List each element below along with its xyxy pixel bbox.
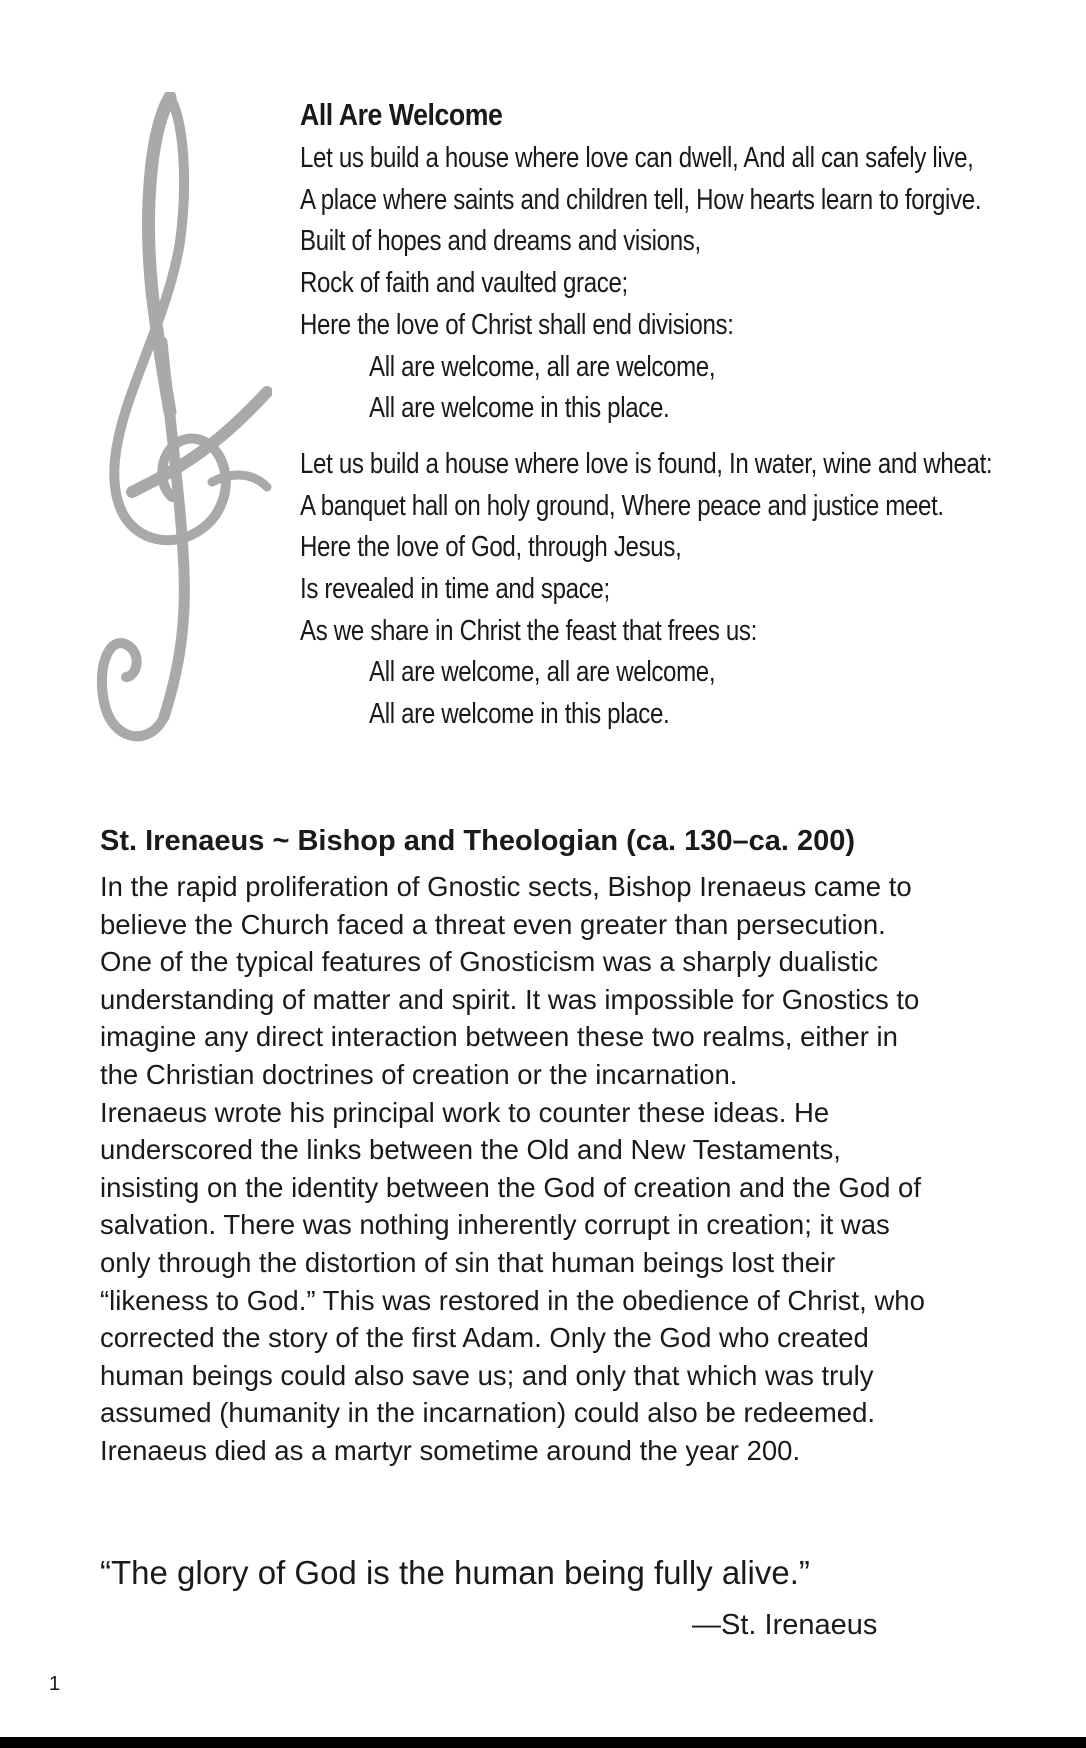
bio-line: salvation. There was nothing inherently corrupt in creation; it was (100, 1209, 890, 1241)
bio-line: underscored the links between the Old and New Testaments, (100, 1134, 841, 1166)
bio-line: understanding of matter and spirit. It was impossible for Gnostics to (100, 983, 920, 1015)
hymn-verse-2 (300, 444, 1060, 736)
treble-clef-icon (92, 92, 272, 742)
hymn-verse-1 (300, 138, 1060, 430)
hymn-refrain-line: All are welcome in this place. (369, 392, 670, 425)
hymn-line: Here the love of Christ shall end divisions: (300, 308, 734, 341)
bio-line: only through the distortion of sin that human beings lost their (100, 1246, 836, 1278)
bottom-rule (0, 1737, 1086, 1748)
hymn-line: A place where saints and children tell, How hearts learn to forgive. (300, 183, 982, 216)
bio-line: Irenaeus wrote his principal work to counter these ideas. He (100, 1096, 830, 1128)
bio-line: corrected the story of the first Adam. Only the God who created (100, 1322, 869, 1354)
bio-title: St. Irenaeus ~ Bishop and Theologian (ca. 130–ca. 200) (100, 825, 856, 857)
bio-line: imagine any direct interaction between these two realms, either in (100, 1021, 898, 1053)
hymn-line: Let us build a house where love can dwell, And all can safely live, (300, 142, 974, 174)
hymn-line: Let us build a house where love is found, In water, wine and wheat: (300, 447, 993, 480)
saint-biography (100, 820, 1060, 1470)
hymn-title: All Are Welcome (300, 97, 503, 132)
quote-text: “The glory of God is the human being fully alive.” (100, 1554, 810, 1591)
bio-line: the Christian doctrines of creation or the incarnation. (100, 1058, 738, 1090)
bio-body (100, 868, 1060, 1470)
hymn-line: Here the love of God, through Jesus, (300, 531, 682, 564)
page-number: 1 (49, 1673, 61, 1695)
bio-line: Irenaeus died as a martyr sometime around the year 200. (100, 1434, 801, 1466)
hymn-refrain-line: All are welcome, all are welcome, (369, 350, 716, 383)
bio-line: believe the Church faced a threat even greater than persecution. (100, 908, 886, 940)
hymn-refrain-line: All are welcome, all are welcome, (369, 656, 716, 689)
hymn-line: As we share in Christ the feast that frees us: (300, 614, 757, 647)
bio-line: human beings could also save us; and only that which was truly (100, 1359, 874, 1391)
hymn-line: Is revealed in time and space; (300, 573, 610, 606)
quote-attribution: —St. Irenaeus (692, 1609, 878, 1641)
bio-line: insisting on the identity between the God of creation and the God of (100, 1171, 921, 1203)
bio-line: assumed (humanity in the incarnation) could also be redeemed. (100, 1397, 876, 1429)
bio-line: “likeness to God.” This was restored in the obedience of Christ, who (100, 1284, 925, 1316)
bio-line: One of the typical features of Gnosticism was a sharply dualistic (100, 946, 878, 978)
bio-line: In the rapid proliferation of Gnostic sects, Bishop Irenaeus came to (100, 871, 912, 902)
hymn-line: Rock of faith and vaulted grace; (300, 267, 628, 300)
hymn-section (300, 96, 1060, 736)
hymn-line: Built of hopes and dreams and visions, (300, 225, 701, 258)
hymn-line: A banquet hall on holy ground, Where peace and justice meet. (300, 489, 944, 522)
hymn-refrain-line: All are welcome in this place. (369, 698, 670, 731)
